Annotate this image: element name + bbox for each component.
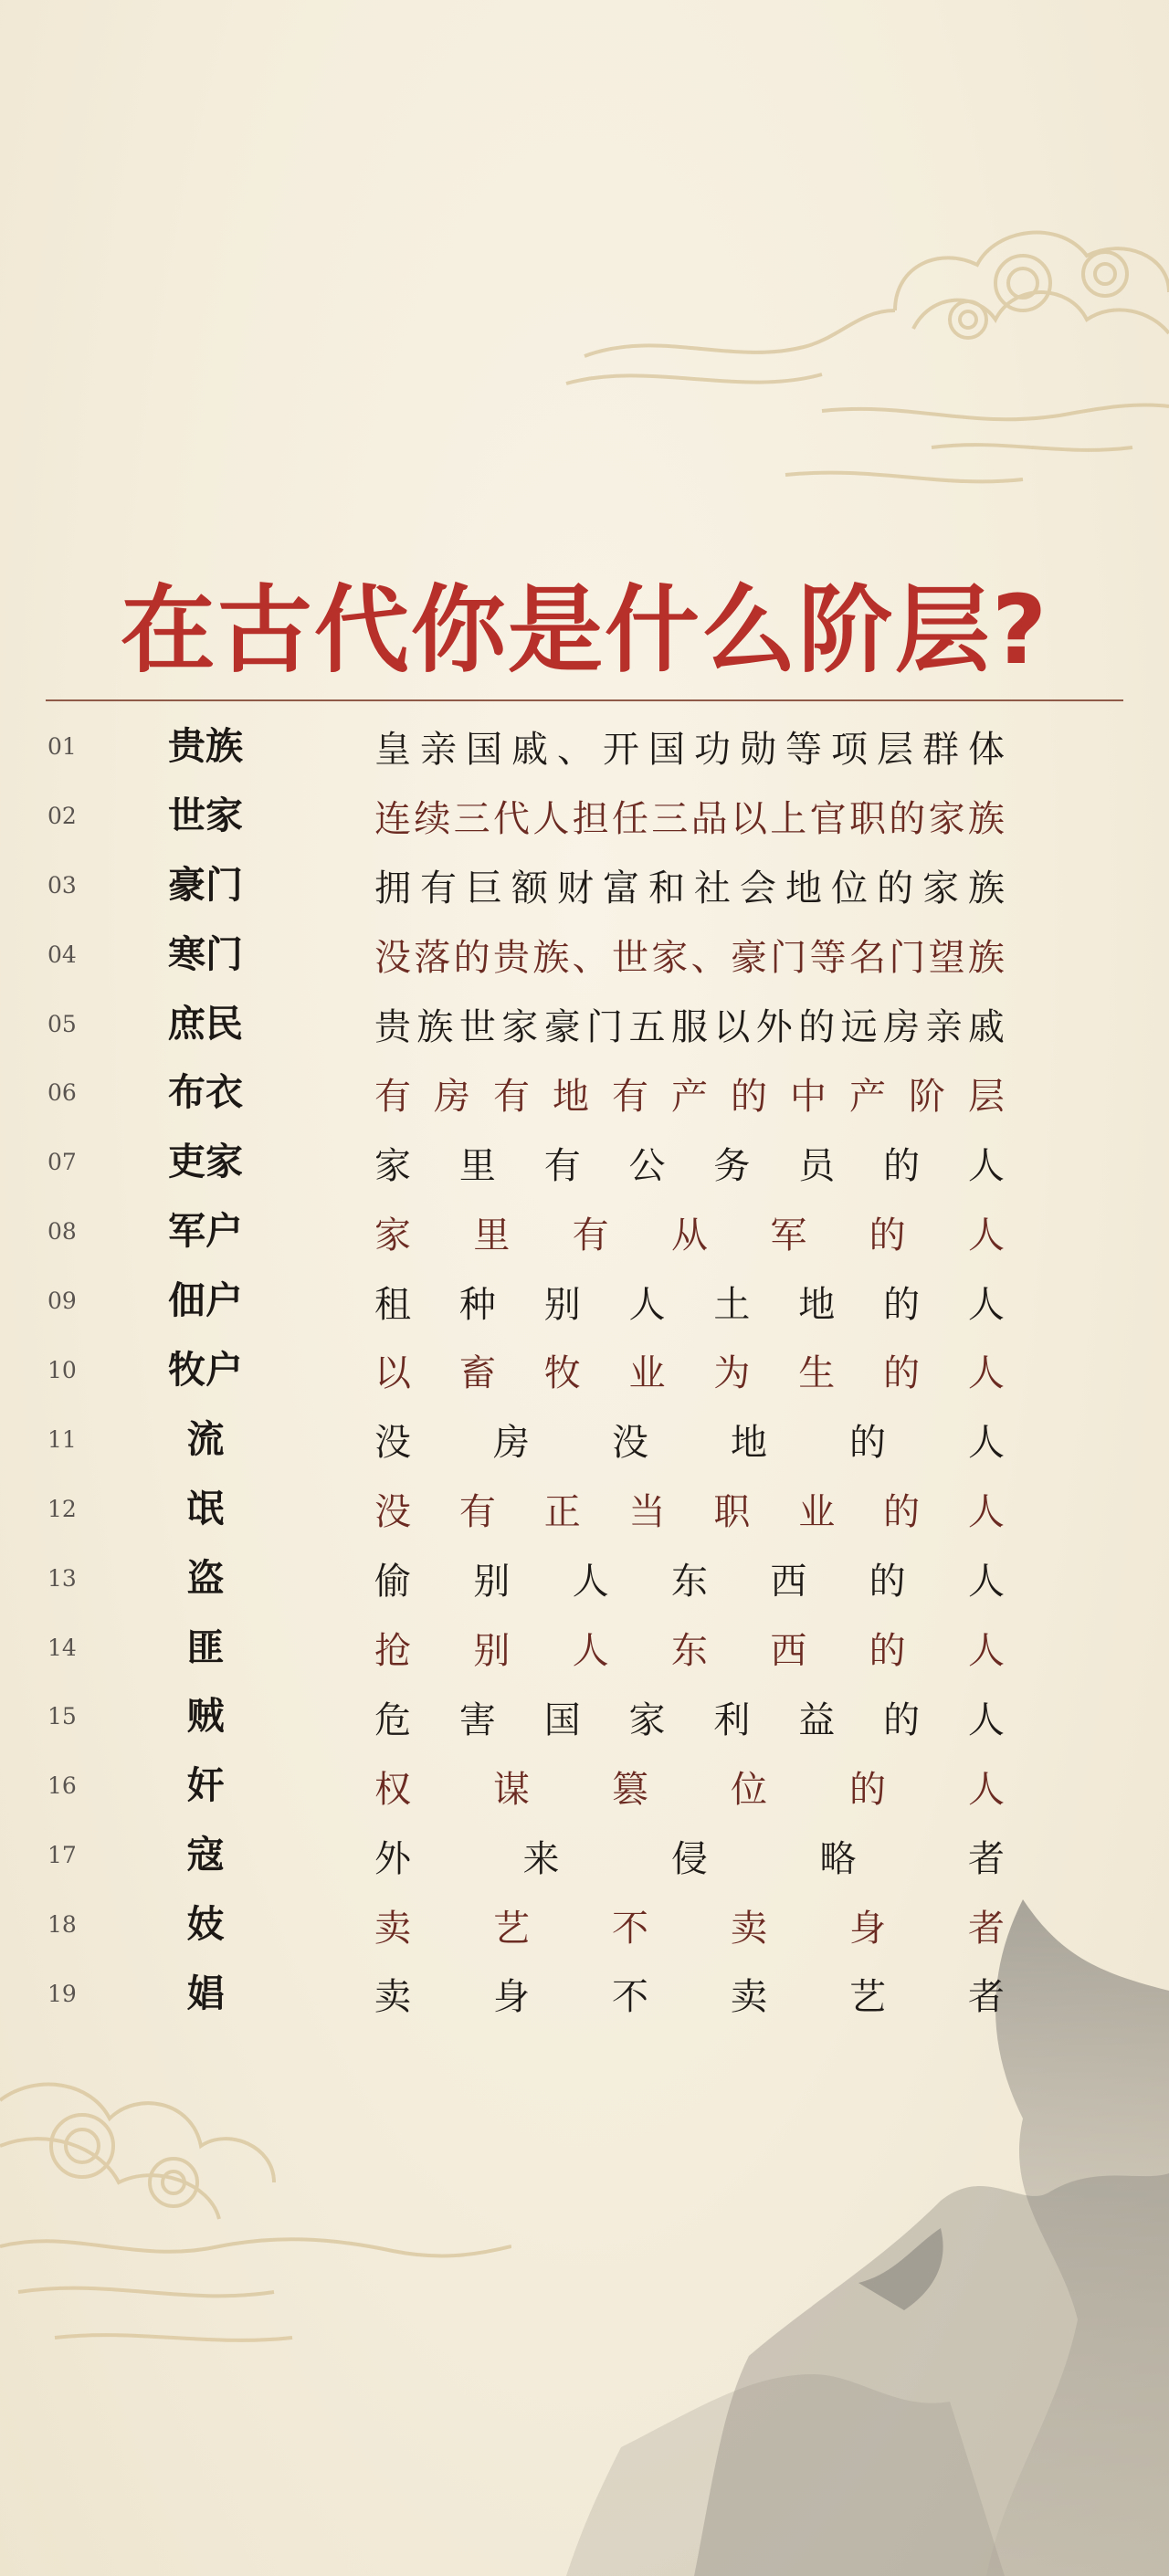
- class-term: 世家: [168, 793, 243, 837]
- class-term: 妓: [186, 1902, 225, 1947]
- row-number: 07: [47, 1149, 77, 1176]
- class-term: 娼: [186, 1971, 225, 2016]
- list-item: [0, 1197, 1169, 1267]
- class-description: 没 有 正 当 职 业 的 人: [374, 1491, 1005, 1534]
- class-description: 有 房 有 地 有 产 的 中 产 阶 层: [374, 1075, 1005, 1118]
- row-number: 14: [47, 1634, 77, 1661]
- class-description: 家 里 有 公 务 员 的 人: [374, 1144, 1005, 1187]
- row-number: 03: [47, 871, 77, 899]
- class-description: 皇 亲 国 戚 、 开 国 功 勋 等 项 层 群 体: [374, 729, 1005, 772]
- list-item: [0, 920, 1169, 990]
- row-number: 18: [47, 1911, 77, 1939]
- class-term: 军户: [168, 1209, 243, 1254]
- row-number: 04: [47, 941, 77, 968]
- list-item: [0, 1890, 1169, 1960]
- row-number: 16: [47, 1772, 77, 1800]
- list-item: [0, 990, 1169, 1059]
- class-description: 卖 艺 不 卖 身 者: [374, 1907, 1005, 1950]
- list-item: [0, 1821, 1169, 1890]
- class-term: 布衣: [168, 1070, 243, 1115]
- list-item: [0, 1475, 1169, 1544]
- class-term: 寇: [186, 1833, 225, 1877]
- list-item: [0, 1336, 1169, 1405]
- row-number: 19: [47, 1981, 77, 2008]
- cloud-decoration-bottom: [0, 2064, 511, 2392]
- row-number: 05: [47, 1010, 77, 1037]
- list-item: [0, 1058, 1169, 1128]
- class-term: 吏家: [168, 1140, 243, 1184]
- class-description: 偷 别 人 东 西 的 人: [374, 1561, 1005, 1603]
- row-number: 10: [47, 1357, 77, 1384]
- row-number: 13: [47, 1564, 77, 1592]
- row-number: 17: [47, 1842, 77, 1869]
- title-divider: [46, 699, 1123, 701]
- class-description: 外 来 侵 略 者: [374, 1837, 1005, 1880]
- class-term: 贵族: [168, 724, 243, 768]
- class-term: 牧户: [168, 1348, 243, 1393]
- list-item: [0, 1960, 1169, 2029]
- cloud-decoration-top: [548, 173, 1169, 557]
- class-term: 盗: [186, 1555, 225, 1600]
- list-item: [0, 1544, 1169, 1614]
- class-description: 危 害 国 家 利 益 的 人: [374, 1698, 1005, 1741]
- class-description: 租 种 别 人 土 地 的 人: [374, 1283, 1005, 1326]
- list-item: [0, 851, 1169, 920]
- row-number: 15: [47, 1703, 77, 1730]
- list-item: [0, 1614, 1169, 1683]
- row-number: 02: [47, 802, 77, 829]
- class-term: 庶民: [168, 1001, 243, 1046]
- class-description: 家 里 有 从 军 的 人: [374, 1214, 1005, 1256]
- class-description: 卖 身 不 卖 艺 者: [374, 1976, 1005, 2019]
- list-item: [0, 1751, 1169, 1821]
- class-description: 连 续 三 代 人 担 任 三 品 以 上 官 职 的 家 族: [374, 798, 1005, 841]
- class-description: 拥 有 巨 额 财 富 和 社 会 地 位 的 家 族: [374, 867, 1005, 910]
- class-description: 抢 别 人 东 西 的 人: [374, 1630, 1005, 1673]
- list-item: [0, 1267, 1169, 1336]
- list-item: [0, 782, 1169, 851]
- row-number: 06: [47, 1079, 77, 1107]
- class-term: 寒门: [168, 931, 243, 976]
- class-term: 氓: [186, 1486, 225, 1530]
- row-number: 01: [47, 733, 77, 760]
- class-description: 贵 族 世 家 豪 门 五 服 以 外 的 远 房 亲 戚: [374, 1006, 1005, 1048]
- list-item: [0, 1405, 1169, 1475]
- class-description: 权 谋 篡 位 的 人: [374, 1768, 1005, 1811]
- list-item: [0, 1128, 1169, 1197]
- row-number: 09: [47, 1288, 77, 1315]
- class-term: 佃户: [168, 1278, 243, 1323]
- class-term: 贼: [186, 1694, 225, 1739]
- class-description: 以 畜 牧 业 为 生 的 人: [374, 1352, 1005, 1395]
- class-term: 匪: [186, 1624, 225, 1669]
- row-number: 11: [47, 1425, 77, 1453]
- page-title: 在古代你是什么阶层?: [120, 574, 1049, 686]
- row-number: 08: [47, 1218, 77, 1246]
- list-item: [0, 712, 1169, 782]
- class-description: 没 落 的 贵 族 、 世 家 、 豪 门 等 名 门 望 族: [374, 937, 1005, 980]
- list-item: [0, 1682, 1169, 1751]
- class-term: 奸: [186, 1763, 225, 1808]
- class-description: 没 房 没 地 的 人: [374, 1422, 1005, 1465]
- row-number: 12: [47, 1495, 77, 1522]
- class-list: [0, 712, 1169, 2029]
- class-term: 豪门: [168, 862, 243, 907]
- class-term: 流: [186, 1416, 225, 1461]
